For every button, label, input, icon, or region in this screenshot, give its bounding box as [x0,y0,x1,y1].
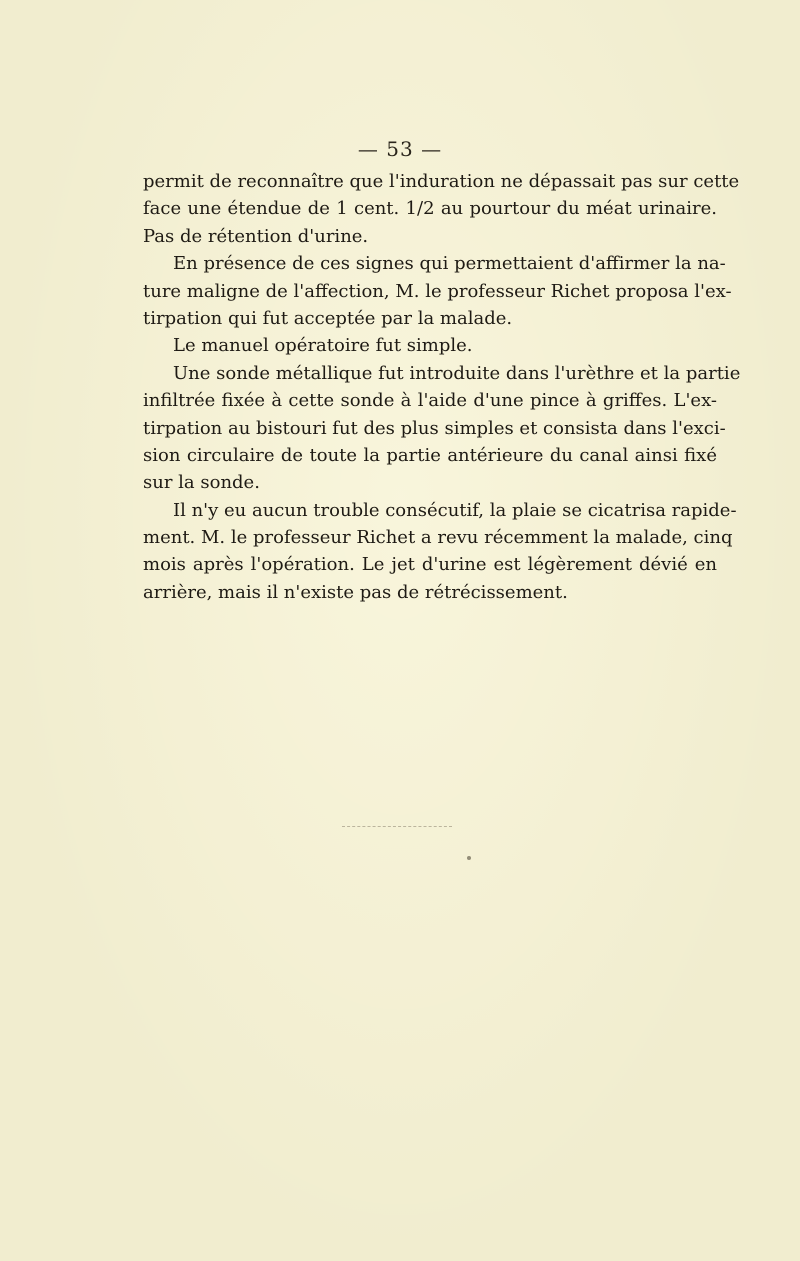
text-line: permit de reconnaître que l'induration ne dépassait pas sur cette [143,171,740,192]
text-line: Pas de rétention d'urine. [143,225,369,247]
faint-ink-mark [342,826,452,829]
text-line: tirpation au bistouri fut des plus simples et consista dans l'exci- [143,417,726,439]
text-line: face une étendue de 1 cent. 1/2 au pourtour du méat urinaire. [143,198,717,220]
text-line: sion circulaire de toute la partie antérieure du canal ainsi fixé [143,444,717,466]
text-line: Une sonde métallique fut introduite dans l'urèthre et la partie [173,362,741,384]
body-text [143,168,741,606]
text-line: En présence de ces signes qui permettaient d'affirmer la na- [173,253,726,275]
text-line: mois après l'opération. Le jet d'urine est légèrement dévié en [143,554,717,576]
text-line: sur la sonde. [143,472,260,494]
text-line: ment. M. le professeur Richet a revu récemment la malade, cinq [143,527,733,549]
page-number: — 53 — [357,137,443,161]
text-line: tirpation qui fut acceptée par la malade. [143,307,513,329]
text-line: infiltrée fixée à cette sonde à l'aide d'une pince à griffes. L'ex- [143,390,717,412]
text-line: Le manuel opératoire fut simple. [173,335,473,357]
ink-speck [467,856,471,860]
text-line: Il n'y eu aucun trouble consécutif, la plaie se cicatrisa rapide- [173,499,737,521]
text-line: ture maligne de l'affection, M. le professeur Richet proposa l'ex- [143,280,732,302]
text-line: arrière, mais il n'existe pas de rétrécissement. [143,581,568,603]
